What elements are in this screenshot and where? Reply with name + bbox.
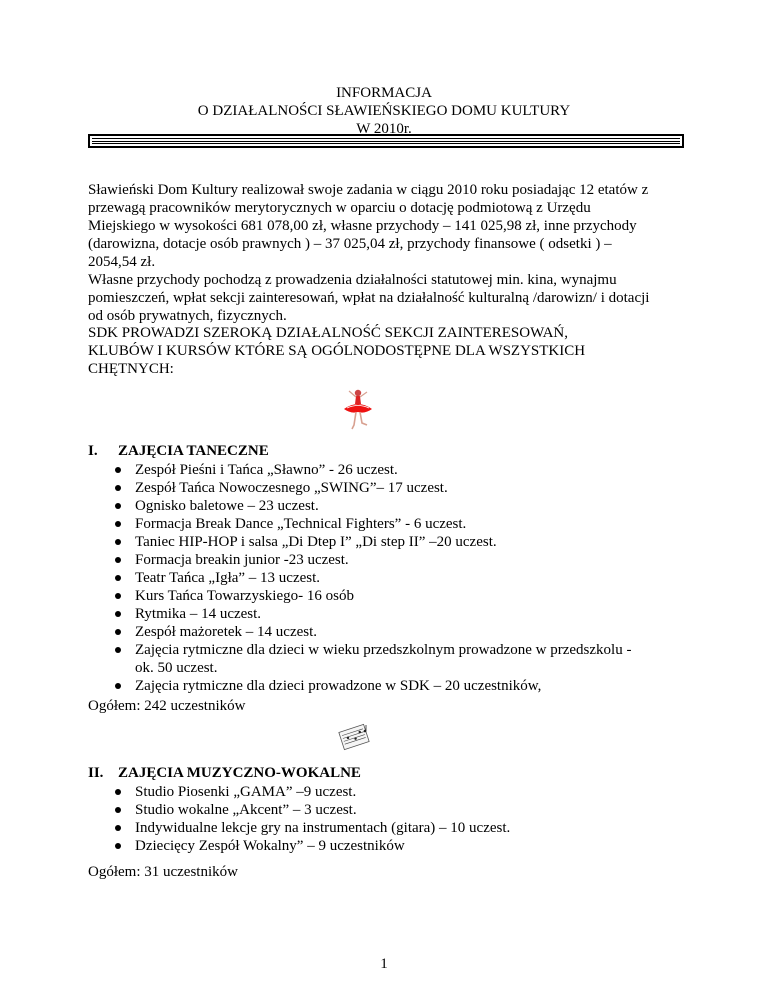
page-number: 1 (380, 956, 388, 972)
list-item: Studio Piosenki „GAMA” –9 uczest. (115, 783, 675, 801)
section-1-list (115, 461, 675, 695)
intro-line: 2054,54 zł. (88, 254, 156, 270)
intro-line: od osób prywatnych, fizycznych. (88, 308, 287, 324)
list-item: Teatr Tańca „Igła” – 13 uczest. (115, 569, 675, 587)
section-2-title: ZAJĘCIA MUZYCZNO-WOKALNE (118, 765, 361, 781)
ballerina-clipart-icon (341, 387, 375, 433)
title-line-2: O DZIAŁALNOŚCI SŁAWIEŃSKIEGO DOMU KULTURY (197, 103, 571, 119)
document-title (0, 84, 768, 138)
list-item: Zespół mażoretek – 14 uczest. (115, 623, 675, 641)
title-line-1: INFORMACJA (336, 85, 432, 101)
list-item: Zespół Pieśni i Tańca „Sławno” - 26 uczest. (115, 461, 675, 479)
section-2-list (115, 783, 675, 855)
section-1-total: Ogółem: 242 uczestników (88, 698, 246, 714)
section-1-title: ZAJĘCIA TANECZNE (118, 443, 269, 459)
list-item: Kurs Tańca Towarzyskiego- 16 osób (115, 587, 675, 605)
sections-intro-paragraph (88, 324, 688, 378)
list-item: Formacja breakin junior -23 uczest. (115, 551, 675, 569)
intro-line: Sławieński Dom Kultury realizował swoje zadania w ciągu 2010 roku posiadając 12 etatów z (88, 182, 649, 198)
intro-line: Własne przychody pochodzą z prowadzenia działalności statutowej min. kina, wynajmu (88, 272, 617, 288)
decorative-rule (88, 134, 684, 148)
list-item: Dziecięcy Zespół Wokalny” – 9 uczestników (115, 837, 675, 855)
list-item: Zajęcia rytmiczne dla dzieci prowadzone w SDK – 20 uczestników, (115, 677, 675, 695)
section-2-heading (88, 764, 361, 782)
intro-line: przewagą pracowników merytorycznych w oparciu o dotację podmiotową z Urzędu (88, 200, 591, 216)
list-item: Rytmika – 14 uczest. (115, 605, 675, 623)
caps-line: CHĘTNYCH: (88, 361, 174, 377)
sheet-music-clipart-icon (335, 722, 373, 752)
list-item: Taniec HIP-HOP i salsa „Di Dtep I” „Di step II” –20 uczest. (115, 533, 675, 551)
intro-line: pomieszczeń, wpłat sekcji zainteresowań, wpłat na działalność kulturalną /darowizn/ i dotacji (88, 290, 650, 306)
list-item: Studio wokalne „Akcent” – 3 uczest. (115, 801, 675, 819)
intro-line: Miejskiego w wysokości 681 078,00 zł, własne przychody – 141 025,98 zł, inne przychody (88, 218, 637, 234)
intro-paragraph (88, 181, 688, 325)
list-item: Formacja Break Dance „Technical Fighters” - 6 uczest. (115, 515, 675, 533)
caps-line: SDK PROWADZI SZEROKĄ DZIAŁALNOŚĆ SEKCJI ZAINTERESOWAŃ, (88, 325, 568, 341)
list-item: Zajęcia rytmiczne dla dzieci w wieku przedszkolnym prowadzone w przedszkolu - ok. 50 uczest. (115, 641, 675, 677)
title-line-3: W 2010r. (356, 121, 412, 137)
section-2-number: II. (88, 765, 104, 781)
section-2-total: Ogółem: 31 uczestników (88, 864, 238, 880)
list-item: Ognisko baletowe – 23 uczest. (115, 497, 675, 515)
section-1-heading (88, 442, 269, 460)
intro-line: (darowizna, dotacje osób prawnych ) – 37 025,04 zł, przychody finansowe ( odsetki ) – (88, 236, 612, 252)
list-item: Indywidualne lekcje gry na instrumentach (gitara) – 10 uczest. (115, 819, 675, 837)
list-item: Zespół Tańca Nowoczesnego „SWING”– 17 uczest. (115, 479, 675, 497)
section-1-number: I. (88, 443, 98, 459)
caps-line: KLUBÓW I KURSÓW KTÓRE SĄ OGÓLNODOSTĘPNE DLA WSZYSTKICH (88, 343, 586, 359)
